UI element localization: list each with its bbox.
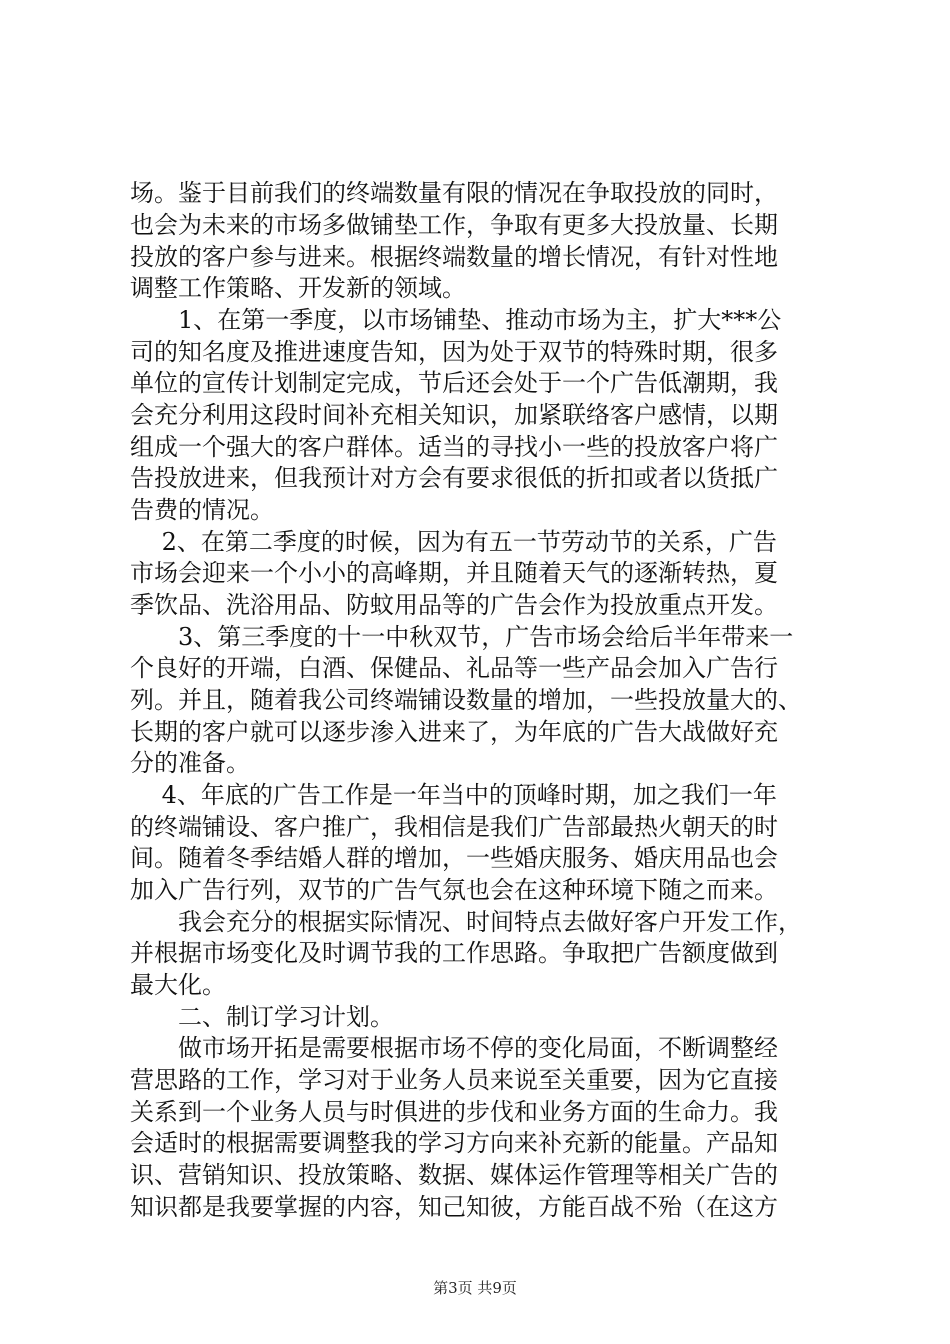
body-text-line: 也会为未来的市场多做铺垫工作，争取有更多大投放量、长期 — [130, 211, 778, 239]
body-text-line: 会适时的根据需要调整我的学习方向来补充新的能量。产品知 — [130, 1129, 778, 1157]
body-text-line: 单位的宣传计划制定完成，节后还会处于一个广告低潮期，我 — [130, 369, 778, 397]
body-text-line: 加入广告行列，双节的广告气氛也会在这种环境下随之而来。 — [130, 876, 778, 904]
body-text-line: 组成一个强大的客户群体。适当的寻找小一些的投放客户将广 — [130, 433, 778, 461]
body-text-line: 知识都是我要掌握的内容，知己知彼，方能百战不殆（在这方 — [130, 1193, 778, 1221]
body-text-line: 我会充分的根据实际情况、时间特点去做好客户开发工作， — [130, 908, 802, 936]
body-text-line: 场。鉴于目前我们的终端数量有限的情况在争取投放的同时， — [130, 179, 778, 207]
body-text-line: 投放的客户参与进来。根据终端数量的增长情况，有针对性地 — [130, 243, 778, 271]
body-text-line: 个良好的开端，白酒、保健品、礼品等一些产品会加入广告行 — [130, 654, 778, 682]
body-text-line: 司的知名度及推进速度告知，因为处于双节的特殊时期，很多 — [130, 338, 778, 366]
body-text-line: 做市场开拓是需要根据市场不停的变化局面，不断调整经 — [130, 1034, 778, 1062]
body-text-line: 分的准备。 — [130, 749, 250, 777]
body-text-line: 3、第三季度的十一中秋双节，广告市场会给后半年带来一 — [130, 623, 794, 651]
body-text-line: 会充分利用这段时间补充相关知识，加紧联络客户感情，以期 — [130, 401, 778, 429]
body-text-line: 告投放进来，但我预计对方会有要求很低的折扣或者以货抵广 — [130, 464, 778, 492]
body-text-line: 告费的情况。 — [130, 496, 274, 524]
page-number-footer: 第3页 共9页 — [433, 1279, 517, 1297]
body-text-line: 并根据市场变化及时调节我的工作思路。争取把广告额度做到 — [130, 939, 778, 967]
body-text-line: 关系到一个业务人员与时俱进的步伐和业务方面的生命力。我 — [130, 1098, 778, 1126]
body-text-line: 营思路的工作，学习对于业务人员来说至关重要，因为它直接 — [130, 1066, 778, 1094]
body-text-line: 4、年底的广告工作是一年当中的顶峰时期，加之我们一年 — [130, 781, 777, 809]
body-text-line: 长期的客户就可以逐步渗入进来了，为年底的广告大战做好充 — [130, 718, 778, 746]
body-text-line: 识、营销知识、投放策略、数据、媒体运作管理等相关广告的 — [130, 1161, 778, 1189]
body-text-line: 的终端铺设、客户推广，我相信是我们广告部最热火朝天的时 — [130, 813, 778, 841]
body-text-line: 调整工作策略、开发新的领域。 — [130, 274, 466, 302]
body-text-line: 列。并且，随着我公司终端铺设数量的增加，一些投放量大的、 — [130, 686, 802, 714]
body-text-line: 季饮品、洗浴用品、防蚊用品等的广告会作为投放重点开发。 — [130, 591, 778, 619]
body-text-line: 1、在第一季度，以市场铺垫、推动市场为主，扩大***公 — [130, 306, 782, 334]
body-text-line: 市场会迎来一个小小的高峰期，并且随着天气的逐渐转热，夏 — [130, 559, 778, 587]
section-heading: 二、制订学习计划。 — [130, 1003, 394, 1031]
body-text-line: 间。随着冬季结婚人群的增加，一些婚庆服务、婚庆用品也会 — [130, 844, 778, 872]
body-text-line: 最大化。 — [130, 971, 226, 999]
body-text-line: 2、在第二季度的时候，因为有五一节劳动节的关系，广告 — [130, 528, 777, 556]
